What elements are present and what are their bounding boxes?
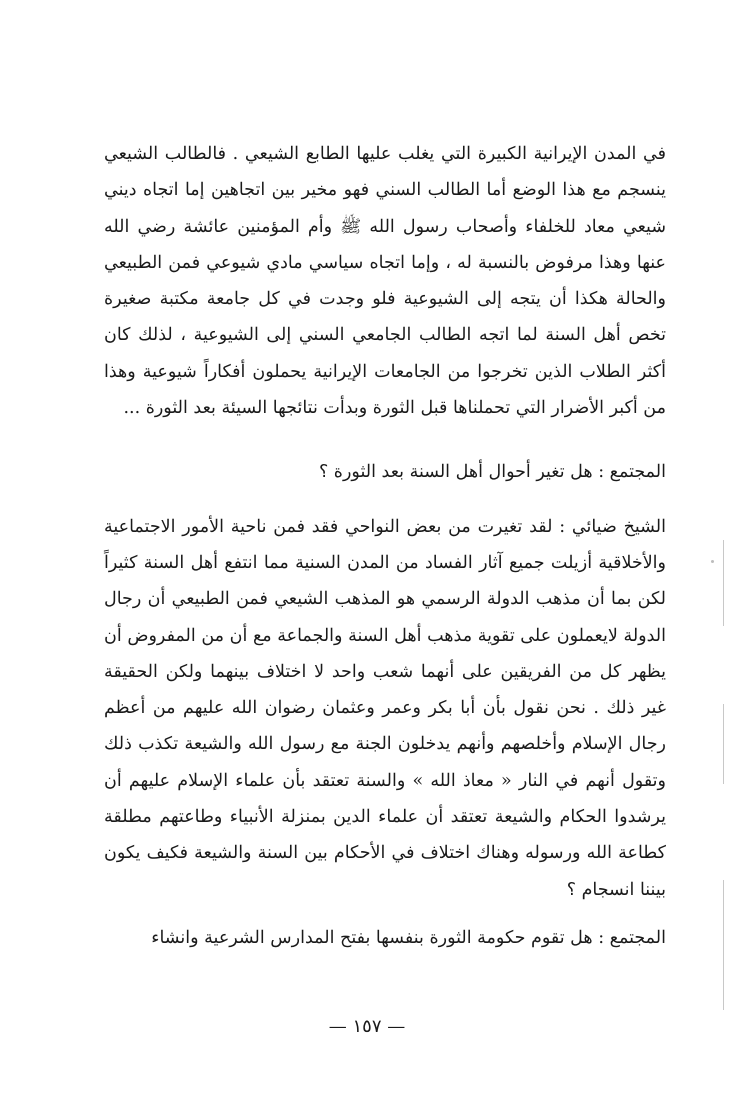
scan-margin-line [723,704,724,784]
paragraph-continuation: في المدن الإيرانية الكبيرة التي يغلب عليها الطابع الشيعي . فالطالب الشيعي ينسجم مع هذا الوضع أما الطالب السني فهو مخير بين اتجاهين إما اتجاه ديني شيعي معاد للخلفاء وأصحاب رسول الله ﷺ وأم المؤمنين عائشة رضي الله عنها وهذا مرفوض بالنسبة له ، وإما اتجاه سياسي مادي شيوعي فمن الطبيعي والحالة هكذا أن يتجه إلى الشيوعية فلو وجدت في كل جامعة مكتبة صغيرة تخص أهل السنة لما اتجه الطالب الجامعي السني إلى الشيوعية ، لذلك كان أكثر الطلاب الذين تخرجوا من الجامعات الإيرانية يحملون أفكاراً شيوعية وهذا من أكبر الأضرار التي تحملناها قبل الثورة وبدأت نتائجها السيئة بعد الثورة ... [104,144,666,419]
question-religious-schools: المجتمع : هل تقوم حكومة الثورة بنفسها بفتح المدارس الشرعية وانشاء [151,927,666,948]
scan-margin-line [723,540,724,626]
scan-margin-line [723,880,724,1010]
page-number: — ١٥٧ — [328,1016,406,1037]
question-hosts-conditions: المجتمع : هل تغير أحوال أهل السنة بعد الثورة ؟ [318,462,666,483]
scan-speck [711,560,714,563]
page-body [104,136,666,956]
answer-sheikh-diyaei: الشيخ ضيائي : لقد تغيرت من بعض النواحي فقد فمن ناحية الأمور الاجتماعية والأخلاقية أزيلت جميع آثار الفساد من المدن السنية مما انتفع أهل السنة كثيراً لكن بما أن مذهب الدولة الرسمي هو المذهب الشيعي فمن الطبيعي أن رجال الدولة لايعملون على تقوية مذهب أهل السنة والجماعة مع أن من المفروض أن يظهر كل من الفريقين على أنهما شعب واحد لا اختلاف بينهما ولكن الحقيقة غير ذلك . نحن نقول بأن أبا بكر وعمر وعثمان رضوان الله عليهم من أعظم رجال الإسلام وأخلصهم وأنهم يدخلون الجنة مع رسول الله والشيعة تكذب ذلك وتقول أنهم في النار « معاذ الله » والسنة تعتقد بأن علماء الإسلام عليهم أن يرشدوا الحكام والشيعة تعتقد أن علماء الدين بمنزلة الأنبياء وطاعتهم مطلقة كطاعة الله ورسوله وهناك اختلاف في الأحكام بين السنة والشيعة فكيف يكون بيننا انسجام ؟ [104,516,666,900]
